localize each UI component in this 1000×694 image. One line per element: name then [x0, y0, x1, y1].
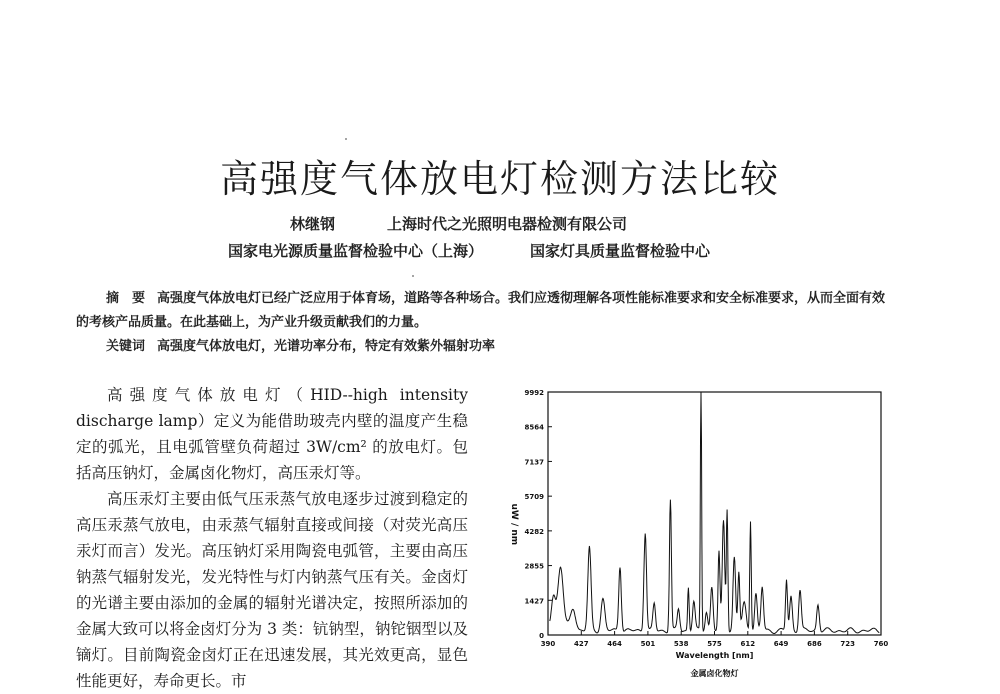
x-tick-label: 390 — [540, 640, 556, 648]
x-tick-label: 649 — [773, 640, 789, 648]
y-axis-label: uW / nm — [509, 503, 519, 546]
body-paragraph-1: 高强度气体放电灯（HID--high intensity discharge lamp）定义为能借助玻壳内壁的温度产生稳定的弧光，且电弧管壁负荷超过 3W/cm² 的放电灯。包括高压钠灯，金属卤化物灯，高压汞灯等。 — [76, 386, 468, 482]
scan-speck — [345, 138, 347, 140]
x-tick-label: 427 — [573, 640, 589, 648]
abstract-paragraph — [76, 287, 896, 335]
y-tick-label: 5709 — [524, 493, 544, 502]
keywords-paragraph — [76, 335, 896, 359]
plot-frame — [548, 392, 881, 635]
y-tick-label: 2855 — [524, 562, 544, 571]
x-tick-label: 538 — [673, 640, 689, 648]
x-tick-label: 464 — [607, 640, 622, 648]
x-tick-label: 575 — [707, 640, 722, 648]
x-tick-label: 686 — [807, 640, 822, 648]
abstract-block — [76, 287, 896, 359]
keywords-text: 高强度气体放电灯，光谱功率分布，特定有效紫外辐射功率 — [157, 339, 496, 354]
y-tick-label: 8564 — [524, 423, 544, 432]
x-tick-label: 612 — [740, 640, 756, 648]
body-paragraph-2: 高压汞灯主要由低气压汞蒸气放电逐步过渡到稳定的高压汞蒸气放电，由汞蒸气辐射直接或间接（对荧光高压汞灯而言）发光。高压钠灯采用陶瓷电弧管，主要由高压钠蒸气辐射发光，发光特性与灯内钠蒸气压有关。金卤灯的光谱主要由添加的金属的辐射光谱决定，按照所添加的金属大致可以将金卤灯分为 3 类：钪钠型，钠铊铟型以及镝灯。目前陶瓷金卤灯正在迅速发展，其光效更高，显色性能更好，寿命更长。市 — [76, 490, 468, 690]
y-tick-label: 1427 — [524, 597, 544, 606]
keywords-label: 关键词 — [106, 339, 146, 354]
abstract-text: 高强度气体放电灯已经广泛应用于体育场，道路等各种场合。我们应透彻理解各项性能标准要求和安全标准要求，从而全面有效的考核产品质量。在此基础上，为产业升级贡献我们的力量。 — [76, 291, 886, 330]
author-name: 林继钢 — [290, 215, 336, 233]
affiliation-2a: 国家电光源质量监督检验中心（上海） — [228, 242, 484, 260]
spectrum-series-line — [550, 392, 879, 634]
paper-title: 高强度气体放电灯检测方法比较 — [219, 157, 780, 201]
spectrum-chart — [500, 382, 889, 682]
affiliation-1: 上海时代之光照明电器检测有限公司 — [387, 215, 628, 233]
x-axis-label: Wavelength [nm] — [675, 651, 754, 660]
body-column — [76, 382, 468, 694]
chart-caption: 金属卤化物灯 — [690, 669, 739, 678]
x-tick-label: 501 — [640, 640, 656, 648]
scan-speck — [412, 275, 414, 277]
y-tick-label: 0 — [539, 632, 544, 640]
x-tick-label: 760 — [873, 640, 889, 648]
y-tick-label: 9992 — [524, 389, 544, 397]
abstract-label: 摘 要 — [106, 291, 146, 306]
y-tick-label: 4282 — [524, 527, 544, 536]
affiliation-2b: 国家灯具质量监督检验中心 — [530, 242, 711, 260]
y-tick-label: 7137 — [524, 458, 544, 467]
x-tick-label: 723 — [840, 640, 856, 648]
